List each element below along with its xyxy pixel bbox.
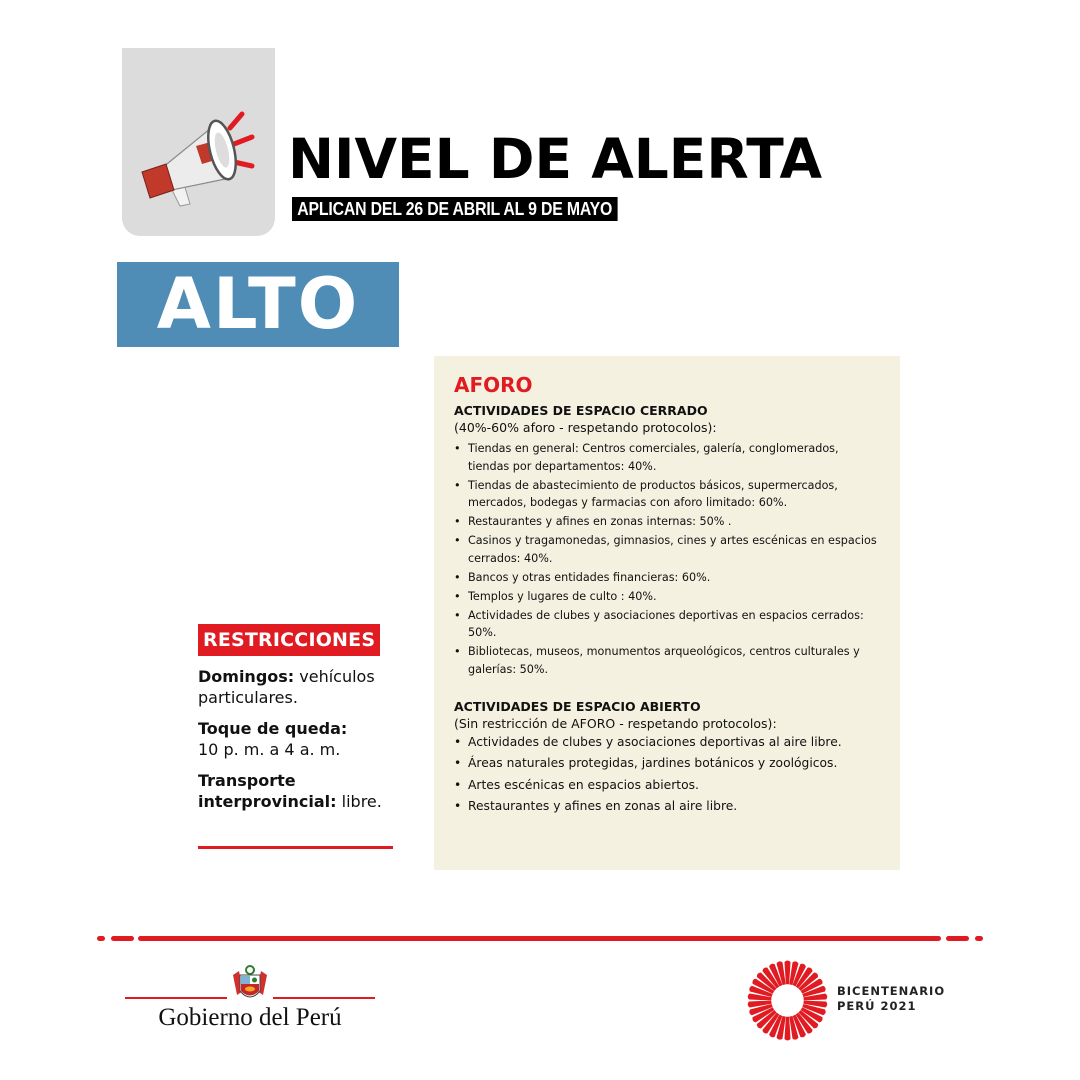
closed-spaces-subtitle: (40%-60% aforo - respetando protocolos):	[454, 420, 717, 435]
list-item: • Tiendas de abastecimiento de productos básicos, supermercados, mercados, bodegas y farmacias con aforo limitado: 60%.	[454, 477, 880, 512]
list-item: • Actividades de clubes y asociaciones deportivas en espacios cerrados: 50%.	[454, 607, 880, 642]
bicentenario-line1: BICENTENARIO	[837, 984, 946, 998]
megaphone-icon	[132, 106, 272, 216]
divider	[273, 997, 375, 999]
restrictions-panel	[198, 624, 393, 812]
list-item: • Restaurantes y afines en zonas al aire libre.	[454, 796, 880, 818]
aforo-panel	[434, 356, 900, 870]
list-item: • Casinos y tragamonedas, gimnasios, cines y artes escénicas en espacios cerrados: 40%.	[454, 532, 880, 567]
restrictions-title: RESTRICCIONES	[198, 624, 380, 656]
restriction-sundays	[198, 666, 393, 708]
gobierno-del-peru-logo	[125, 965, 375, 1035]
restriction-value: libre.	[336, 792, 382, 811]
open-spaces-subtitle: (Sin restricción de AFORO - respetando protocolos):	[454, 715, 777, 731]
list-item: • Templos y lugares de culto : 40%.	[454, 588, 880, 606]
list-item: • Bibliotecas, museos, monumentos arqueológicos, centros culturales y galerías: 50%.	[454, 643, 880, 678]
bicentenario-logo	[745, 958, 965, 1043]
divider	[198, 846, 393, 849]
page-title: NIVEL DE ALERTA	[288, 127, 823, 191]
bicentenario-line2: PERÚ 2021	[837, 999, 917, 1013]
alert-level-badge: ALTO	[117, 262, 399, 347]
restriction-label: Toque de queda:	[198, 719, 348, 738]
restriction-curfew	[198, 718, 393, 760]
coat-of-arms-icon	[231, 965, 269, 1005]
restriction-value: 10 p. m. a 4 a. m.	[198, 740, 341, 759]
list-item: • Tiendas en general: Centros comerciales, galería, conglomerados, tiendas por departamentos: 40%.	[454, 440, 880, 475]
restriction-value: vehículos particulares.	[198, 667, 375, 707]
list-item: • Actividades de clubes y asociaciones deportivas al aire libre.	[454, 732, 880, 754]
closed-spaces-title: ACTIVIDADES DE ESPACIO CERRADO	[454, 403, 708, 418]
gobierno-label: Gobierno del Perú	[158, 1004, 342, 1031]
aforo-title: AFORO	[454, 373, 533, 397]
restriction-transport	[198, 770, 393, 812]
megaphone-card	[122, 48, 275, 236]
list-item: • Artes escénicas en espacios abiertos.	[454, 775, 880, 797]
date-range-subtitle: APLICAN DEL 26 DE ABRIL AL 9 DE MAYO	[292, 197, 617, 221]
list-item: • Áreas naturales protegidas, jardines botánicos y zoológicos.	[454, 753, 880, 775]
open-spaces-list	[454, 732, 880, 818]
list-item: • Bancos y otras entidades financieras: 60%.	[454, 569, 880, 587]
list-item: • Restaurantes y afines en zonas internas: 50% .	[454, 513, 880, 531]
open-spaces-title: ACTIVIDADES DE ESPACIO ABIERTO	[454, 698, 701, 714]
divider	[125, 997, 227, 999]
restriction-label: Domingos:	[198, 667, 295, 686]
closed-spaces-list	[454, 440, 880, 678]
bicentenario-sunburst-icon	[745, 958, 830, 1043]
restriction-label: Transporte interprovincial:	[198, 771, 337, 811]
